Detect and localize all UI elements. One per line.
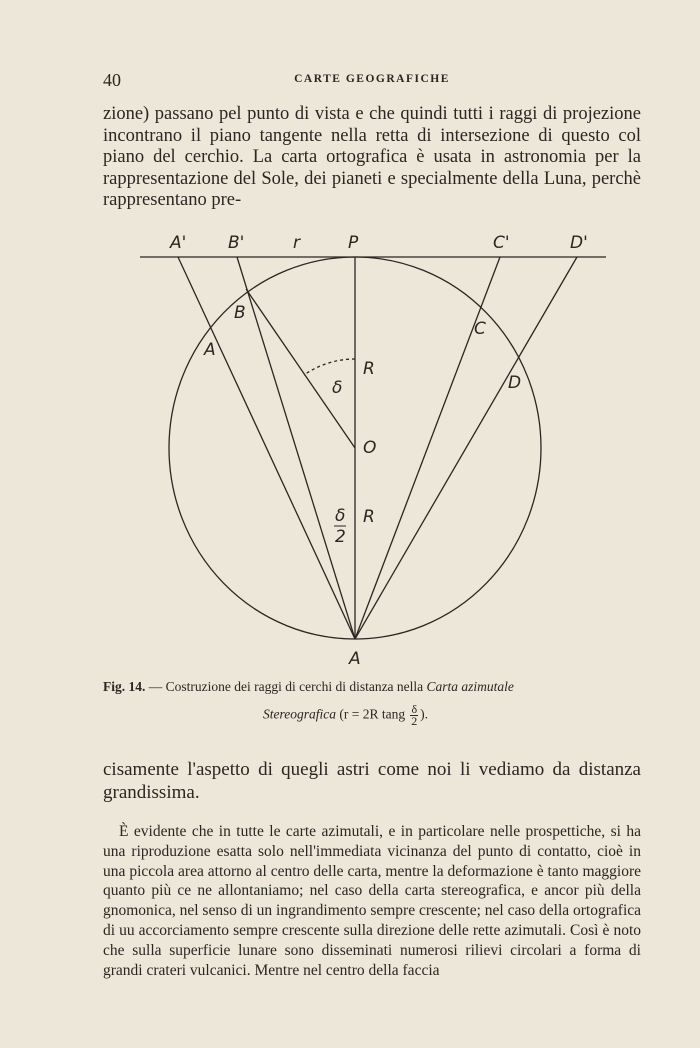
paragraph-3-text: È evidente che in tutte le carte azimutali, e in particolare nelle prospettiche, si ha una riproduzione esatta solo nell'immediata vicinanza del punto di contatto, cioè in una piccola area attorno al centro delle carta, mentre la deformazione è tanto maggiore quanto più ce ne allontaniamo; nel caso della carta stereografica, e ancor più della gnomonica, nel senso di un ingrandimento sempre crescente; nel caso della ortografica di uu accorciamento sempre crescente sulla direzione delle rette azimutali. Così è noto che sulla superficie lunare sono disseminati numerosi rilievi circolari a forma di grandi crateri vulcanici. Mentre nel centro della faccia xyxy=(103,823,642,979)
running-title: CARTE GEOGRAFICHE xyxy=(294,73,450,85)
caption-formula-pre: (r = 2R tang xyxy=(335,706,409,722)
paragraph-1: zione) passano pel punto di vista e che quindi tutti i raggi di projezione incontrano il piano tangente nella retta di intersezione di questo col piano del cerchio. La carta ortografica è usata in astronomia per la rappresentazione del Sole, dei pianeti e specialmente della Luna, perchè rappresentano pre- xyxy=(103,104,641,210)
caption-frac-den: 2 xyxy=(411,714,418,728)
caption-text: — Costruzione dei raggi di cerchi di distanza nella xyxy=(145,679,427,694)
label-d-prime: D' xyxy=(570,233,588,253)
label-b: B xyxy=(234,303,246,323)
label-d: D xyxy=(508,373,522,393)
caption-formula-post: ). xyxy=(420,706,428,722)
label-r: r xyxy=(293,233,300,253)
figure-caption xyxy=(103,678,641,727)
label-c: C xyxy=(474,319,486,339)
caption-fraction xyxy=(410,704,418,727)
caption-italic-1: Carta azimutale xyxy=(426,679,514,694)
delta-arc xyxy=(304,359,355,375)
figure-14 xyxy=(130,228,620,668)
label-o: O xyxy=(363,438,377,458)
page-header xyxy=(103,70,641,90)
caption-italic-2: Stereografica xyxy=(263,706,336,722)
stereographic-construction-diagram xyxy=(130,228,620,668)
label-c-prime: C' xyxy=(493,233,510,253)
ray-d xyxy=(355,257,577,639)
paragraph-2: cisamente l'aspetto di quegli astri come noi li vediamo da distanza grandissima. xyxy=(103,759,641,803)
caption-label: Fig. 14. xyxy=(103,679,146,694)
ray-c xyxy=(355,257,500,639)
label-delta: δ xyxy=(332,378,343,398)
label-r-lower: R xyxy=(363,507,375,527)
label-delta-half-num: δ xyxy=(335,506,346,526)
radius-ob xyxy=(246,289,355,448)
ray-b xyxy=(237,257,355,639)
label-a-prime: A' xyxy=(170,233,187,253)
caption-frac-num: δ xyxy=(411,702,418,716)
label-b-prime: B' xyxy=(228,233,245,253)
label-p: P xyxy=(348,233,359,253)
label-a: A xyxy=(204,340,216,360)
ray-a xyxy=(178,257,355,639)
label-r-upper: R xyxy=(363,359,375,379)
label-delta-half-den: 2 xyxy=(335,527,346,547)
label-a-bottom: A xyxy=(349,649,361,668)
paragraph-3 xyxy=(103,822,641,980)
page-number: 40 xyxy=(103,70,121,90)
